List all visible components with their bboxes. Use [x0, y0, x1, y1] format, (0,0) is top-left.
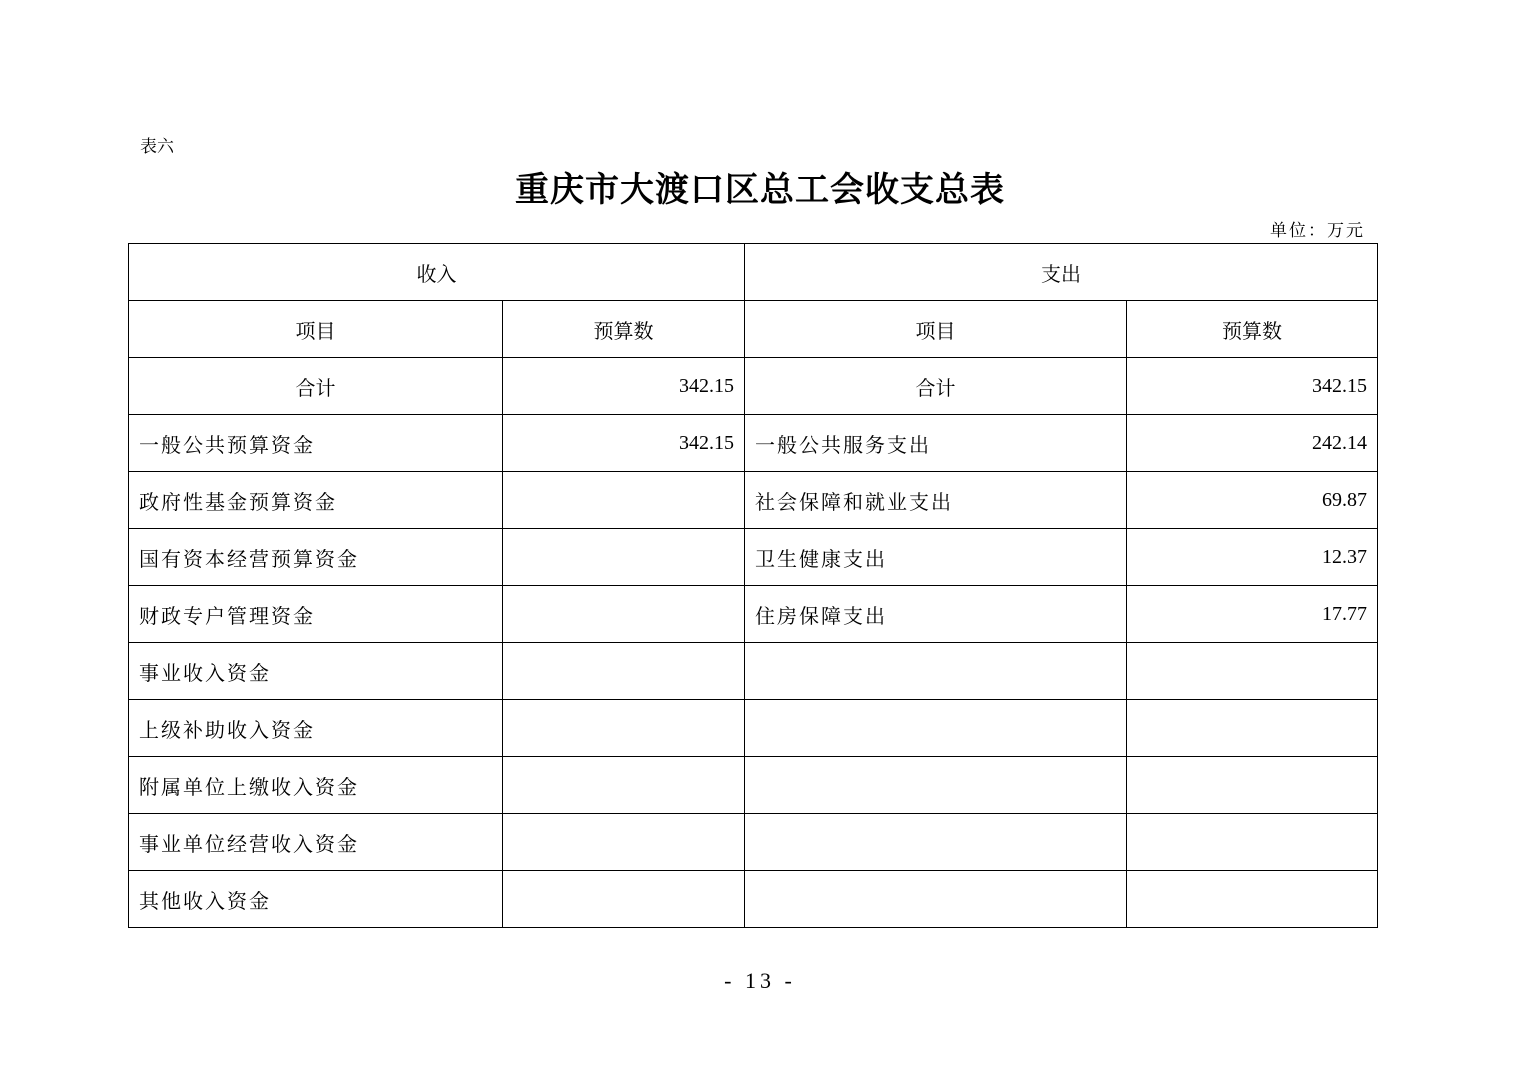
table-row — [129, 757, 1378, 814]
income-header: 收入 — [129, 244, 745, 301]
total-row — [129, 358, 1378, 415]
income-value-cell — [503, 814, 745, 871]
income-value-cell — [503, 586, 745, 643]
income-item-cell: 政府性基金预算资金 — [129, 472, 503, 529]
expense-value-cell: 242.14 — [1127, 415, 1378, 472]
income-total-label: 合计 — [129, 358, 503, 415]
table-row — [129, 700, 1378, 757]
table-body — [129, 415, 1378, 928]
expense-total-value: 342.15 — [1127, 358, 1378, 415]
expense-item-cell: 社会保障和就业支出 — [745, 472, 1127, 529]
expense-value-cell: 12.37 — [1127, 529, 1378, 586]
income-value-cell — [503, 757, 745, 814]
expense-item-cell — [745, 757, 1127, 814]
income-value-cell — [503, 643, 745, 700]
income-item-cell: 其他收入资金 — [129, 871, 503, 928]
expense-item-cell: 住房保障支出 — [745, 586, 1127, 643]
expense-item-cell: 卫生健康支出 — [745, 529, 1127, 586]
income-value-cell: 342.15 — [503, 415, 745, 472]
income-item-cell: 上级补助收入资金 — [129, 700, 503, 757]
income-item-cell: 附属单位上缴收入资金 — [129, 757, 503, 814]
income-value-cell — [503, 472, 745, 529]
expense-item-cell: 一般公共服务支出 — [745, 415, 1127, 472]
expense-value-cell — [1127, 871, 1378, 928]
budget-table — [128, 243, 1378, 928]
expense-item-cell — [745, 700, 1127, 757]
expense-item-cell — [745, 871, 1127, 928]
income-item-cell: 财政专户管理资金 — [129, 586, 503, 643]
table-row — [129, 643, 1378, 700]
expense-item-cell — [745, 814, 1127, 871]
page-title: 重庆市大渡口区总工会收支总表 — [515, 170, 1005, 210]
table-row — [129, 472, 1378, 529]
expense-total-label: 合计 — [745, 358, 1127, 415]
expense-value-cell — [1127, 814, 1378, 871]
income-budget-column-header: 预算数 — [503, 301, 745, 358]
expense-value-cell: 17.77 — [1127, 586, 1378, 643]
expense-value-cell — [1127, 700, 1378, 757]
table-row — [129, 814, 1378, 871]
income-value-cell — [503, 871, 745, 928]
table-row — [129, 586, 1378, 643]
income-item-cell: 事业单位经营收入资金 — [129, 814, 503, 871]
table-row — [129, 871, 1378, 928]
income-item-cell: 国有资本经营预算资金 — [129, 529, 503, 586]
expense-budget-column-header: 预算数 — [1127, 301, 1378, 358]
table-label: 表六 — [140, 137, 174, 157]
expense-item-column-header: 项目 — [745, 301, 1127, 358]
header-row-sections — [129, 244, 1378, 301]
income-item-cell: 一般公共预算资金 — [129, 415, 503, 472]
income-item-cell: 事业收入资金 — [129, 643, 503, 700]
income-item-column-header: 项目 — [129, 301, 503, 358]
income-total-value: 342.15 — [503, 358, 745, 415]
unit-label: 单位：万元 — [1270, 221, 1365, 241]
table-row — [129, 529, 1378, 586]
expense-item-cell — [745, 643, 1127, 700]
expense-value-cell — [1127, 643, 1378, 700]
expense-value-cell: 69.87 — [1127, 472, 1378, 529]
table-row — [129, 415, 1378, 472]
page-number: - 13 - — [724, 968, 796, 993]
income-value-cell — [503, 529, 745, 586]
header-row-columns — [129, 301, 1378, 358]
income-value-cell — [503, 700, 745, 757]
expense-value-cell — [1127, 757, 1378, 814]
expense-header: 支出 — [745, 244, 1378, 301]
